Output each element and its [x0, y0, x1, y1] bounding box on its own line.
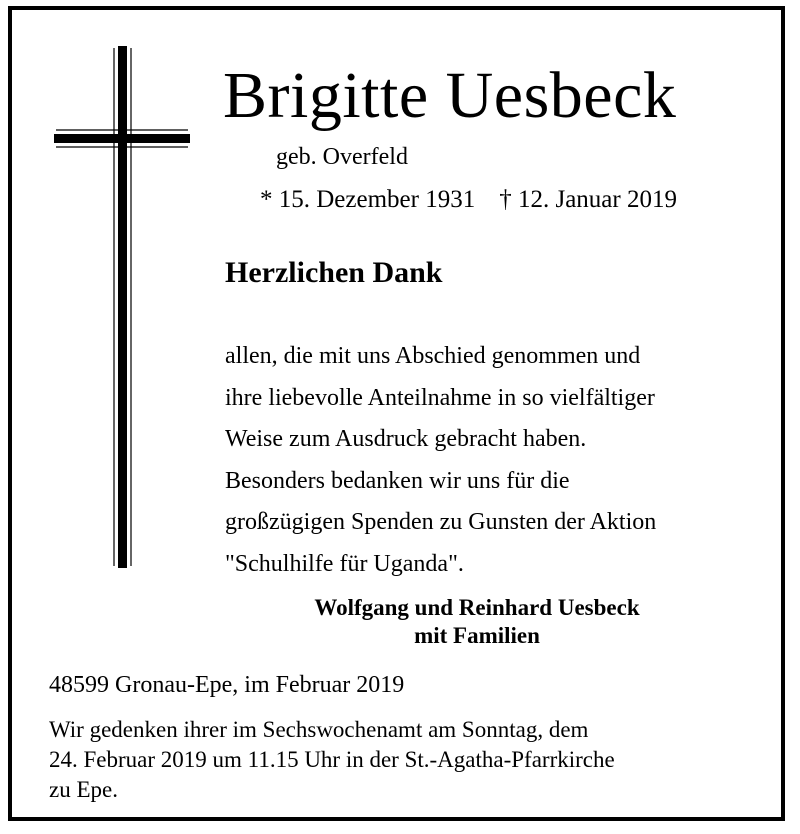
obituary-frame — [8, 6, 785, 821]
body-line: Besonders bedanken wir uns für die — [225, 467, 570, 494]
death-date: † 12. Januar 2019 — [499, 186, 677, 213]
memorial-service — [49, 715, 615, 805]
signers — [162, 594, 792, 650]
deceased-name: Brigitte Uesbeck — [223, 59, 677, 132]
body-line: "Schulhilfe für Uganda". — [225, 550, 464, 577]
cross-icon — [12, 10, 212, 590]
birth-name: geb. Overfeld — [276, 144, 408, 170]
body-line: allen, die mit uns Abschied genommen und — [225, 343, 641, 369]
body-line: Weise zum Ausdruck gebracht haben. — [225, 426, 587, 452]
place-date: 48599 Gronau-Epe, im Februar 2019 — [49, 672, 405, 698]
thanks-heading: Herzlichen Dank — [225, 256, 443, 289]
signer-line: mit Familien — [414, 623, 540, 648]
memorial-line: 24. Februar 2019 um 11.15 Uhr in der St.-Agatha-Pfarrkirche — [49, 747, 615, 772]
thanks-body — [225, 336, 656, 585]
signer-line: Wolfgang und Reinhard Uesbeck — [314, 595, 640, 620]
body-line: großzügigen Spenden zu Gunsten der Aktion — [225, 509, 657, 535]
memorial-line: zu Epe. — [49, 777, 118, 802]
life-dates — [260, 186, 677, 214]
memorial-line: Wir gedenken ihrer im Sechswochenamt am Sonntag, dem — [49, 717, 589, 742]
birth-date: * 15. Dezember 1931 — [260, 186, 476, 213]
body-line: ihre liebevolle Anteilnahme in so vielfältiger — [225, 384, 655, 411]
